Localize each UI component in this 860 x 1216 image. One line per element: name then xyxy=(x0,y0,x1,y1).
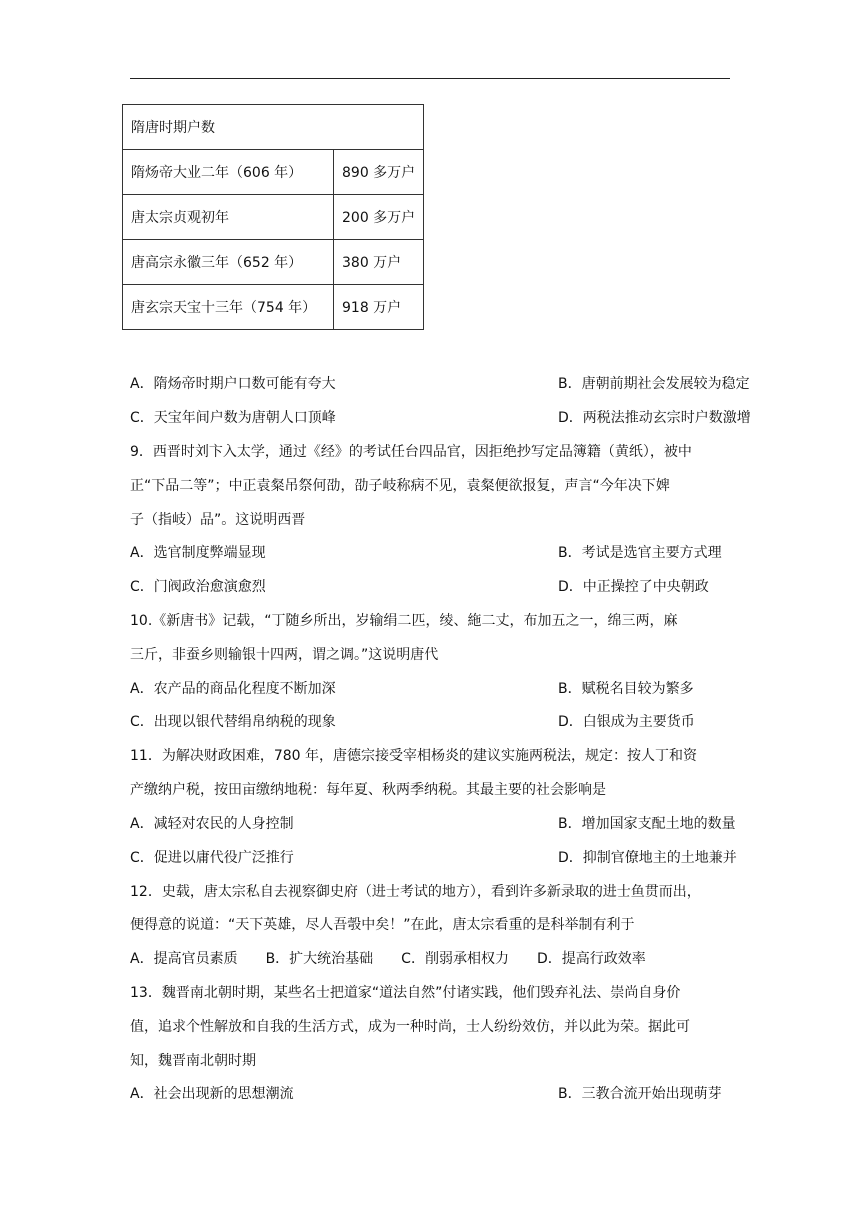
q9-stem-line: 9．西晋时刘卞入太学，通过《经》的考试任台四品官，因拒绝抄写定品簿籍（黄纸），被中 xyxy=(130,444,692,460)
q12-options: A．提高官员素质 B．扩大统治基础 C．削弱承相权力 D．提高行政效率 xyxy=(130,951,646,967)
q13-option-row xyxy=(130,1084,722,1104)
q11-option-row xyxy=(130,848,737,868)
q11-option-b: B．增加国家支配土地的数量 xyxy=(558,816,736,832)
header-rule xyxy=(130,78,730,79)
q8-option-c: C．天宝年间户数为唐朝人口顶峰 xyxy=(130,410,336,426)
q10-stem-line: 三斤，非蚕乡则输银十四两，谓之调。”这说明唐代 xyxy=(130,647,439,663)
q13-stem-line: 知，魏晋南北朝时期 xyxy=(130,1053,256,1069)
q11-option-a: A．减轻对农民的人身控制 xyxy=(130,816,294,832)
table-title-row xyxy=(123,105,424,150)
table-cell-households: 200 多万户 xyxy=(334,195,424,240)
q11-stem-line: 11．为解决财政困难，780 年，唐德宗接受宰相杨炎的建议实施两税法，规定：按人丁和资 xyxy=(130,748,697,764)
table-row xyxy=(123,285,424,330)
q8-option-d: D．两税法推动玄宗时户数激增 xyxy=(558,410,751,426)
q8-option-row xyxy=(130,374,750,394)
table-row xyxy=(123,195,424,240)
q9-stem-line: 正“下品二等”；中正袁粲吊祭何劭，劭子岐称病不见，袁粲便欲报复，声言“今年决下婢 xyxy=(130,478,670,494)
q10-option-a: A．农产品的商品化程度不断加深 xyxy=(130,681,336,697)
table-cell-households: 380 万户 xyxy=(334,240,424,285)
q13-stem-line: 13．魏晋南北朝时期，某些名士把道家“道法自然”付诸实践，他们毁弃礼法、崇尚自身价 xyxy=(130,985,681,1001)
table-cell-period: 唐太宗贞观初年 xyxy=(123,195,334,240)
q9-option-d: D．中正操控了中央朝政 xyxy=(558,579,709,595)
q10-option-row xyxy=(130,712,695,732)
household-table xyxy=(122,104,424,330)
q10-option-row xyxy=(130,679,694,699)
q13-option-a: A．社会出现新的思想潮流 xyxy=(130,1086,294,1102)
table-title: 隋唐时期户数 xyxy=(123,105,424,150)
q11-option-row xyxy=(130,814,736,834)
q9-option-row xyxy=(130,577,709,597)
q10-option-b: B．赋税名目较为繁多 xyxy=(558,681,694,697)
q9-option-b: B．考试是选官主要方式理 xyxy=(558,545,722,561)
q9-option-c: C．门阀政治愈演愈烈 xyxy=(130,579,266,595)
table-row xyxy=(123,150,424,195)
table-cell-period: 唐高宗永徽三年（652 年） xyxy=(123,240,334,285)
q9-option-row xyxy=(130,543,722,563)
table-cell-period: 隋炀帝大业二年（606 年） xyxy=(123,150,334,195)
table-row xyxy=(123,240,424,285)
q9-stem-line: 子（指岐）品”。这说明西晋 xyxy=(130,512,306,528)
q9-option-a: A．选官制度弊端显现 xyxy=(130,545,266,561)
q12-stem-line: 12．史载，唐太宗私自去视察御史府（进士考试的地方），看到许多新录取的进士鱼贯而出， xyxy=(130,884,701,900)
q13-stem-line: 值，追求个性解放和自我的生活方式，成为一种时尚，士人纷纷效仿，并以此为荣。据此可 xyxy=(130,1019,690,1035)
q10-option-c: C．出现以银代替绢帛纳税的现象 xyxy=(130,714,336,730)
q10-option-d: D．白银成为主要货币 xyxy=(558,714,695,730)
table-cell-period: 唐玄宗天宝十三年（754 年） xyxy=(123,285,334,330)
q12-stem-line: 便得意的说道：“天下英雄，尽人吾彀中矣！”在此，唐太宗看重的是科举制有利于 xyxy=(130,917,635,933)
q10-stem-line: 10.《新唐书》记载，“丁随乡所出，岁输绢二匹，绫、絁二丈，布加五之一，绵三两，麻 xyxy=(130,613,678,629)
q11-option-d: D．抑制官僚地主的土地兼并 xyxy=(558,850,737,866)
q8-option-a: A．隋炀帝时期户口数可能有夸大 xyxy=(130,376,336,392)
q11-option-c: C．促进以庸代役广泛推行 xyxy=(130,850,294,866)
q11-stem-line: 产缴纳户税，按田亩缴纳地税：每年夏、秋两季纳税。其最主要的社会影响是 xyxy=(130,782,606,798)
q8-option-b: B．唐朝前期社会发展较为稳定 xyxy=(558,376,750,392)
q13-option-b: B．三教合流开始出现萌芽 xyxy=(558,1086,722,1102)
table-cell-households: 890 多万户 xyxy=(334,150,424,195)
table-cell-households: 918 万户 xyxy=(334,285,424,330)
q8-option-row xyxy=(130,408,751,428)
